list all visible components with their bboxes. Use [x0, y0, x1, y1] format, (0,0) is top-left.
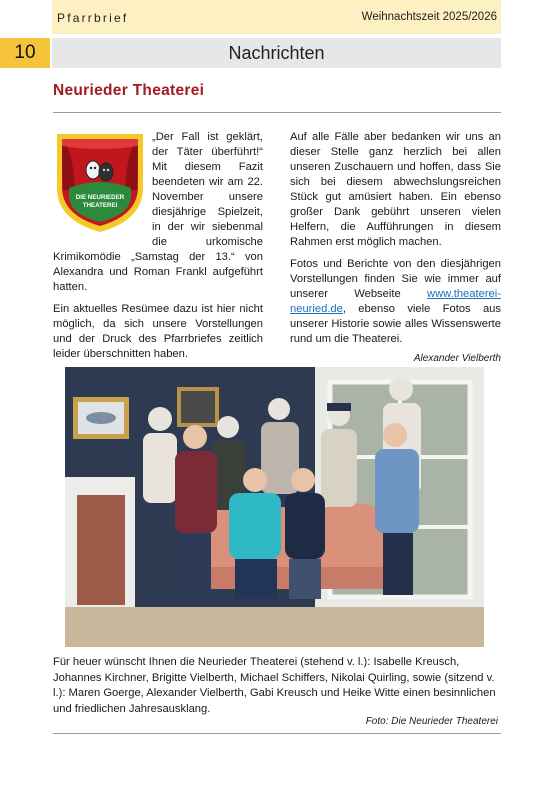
article-column-right [290, 130, 501, 366]
title-divider [53, 112, 501, 113]
paragraph-intro: „Der Fall ist geklärt, der Täter überführt!“ Mit diesem Fazit beendeten wir am 22. November unsere diesjährige Spielzeit, in der wir siebenmal die urkomische Krimikomödie „Samstag der 13.“ von Alexandra und Roman Frankl aufgeführt hatten. [53, 131, 263, 293]
section-title: Nachrichten [52, 38, 501, 68]
logo-text-line-1: DIE NEURIEDER [75, 194, 125, 201]
group-photo [65, 367, 484, 647]
website-link[interactable]: www.theaterei-neuried.de [290, 288, 501, 315]
theater-logo [53, 130, 147, 234]
website-text-after: , ebenso viele Fotos aus unserer Historie sowie alles Wissenswerte rund um die Theaterei. [290, 303, 501, 345]
issue-label: Weihnachtszeit 2025/2026 [361, 11, 497, 23]
page-number: 10 [0, 38, 50, 68]
website-text-before: Fotos und Berichte von den diesjährigen Vorstellungen finden Sie wie immer auf unserer Webseite [290, 258, 501, 300]
logo-text-line-2: THEATEREI [82, 202, 118, 209]
paragraph-website [290, 257, 501, 347]
article-column-left [53, 130, 263, 369]
photo-caption: Für heuer wünscht Ihnen die Neurieder Theaterei (stehend v. l.): Isabelle Kreusch, Johannes Kirchner, Brigitte Vielberth, Michael Schiffers, Nikolai Quirling, sowie (sitzend v. l.): Maren Goerge, Alexander Vielberth, Gabi Kreusch und Heike Witte einen besinnlichen und friedlichen Jahresausklang. [53, 656, 496, 715]
article-author: Alexander Vielberth [413, 353, 501, 364]
paragraph-thanks: Auf alle Fälle aber bedanken wir uns an dieser Stelle ganz herzlich bei allen unseren Zuschauern und hoffen, dass Sie sich bei diesem abwechslungsreichen Stück gut amüsiert haben. Ein ebenso großer Dank gebührt unseren vielen Helfern, die Aufführungen in diesem Rahmen erst möglich machen. [290, 131, 501, 248]
bottom-divider [53, 733, 501, 734]
paragraph-summary: Ein aktuelles Resümee dazu ist hier nicht möglich, da sich unsere Vorstellungen und der Druck des Pfarrbriefes zeitlich leider überschnitten haben. [53, 303, 263, 360]
group-photo-illustration [65, 367, 484, 647]
publication-name: Pfarrbrief [57, 11, 129, 25]
article-title: Neurieder Theaterei [53, 82, 205, 99]
photo-credit: Foto: Die Neurieder Theaterei [365, 716, 498, 727]
